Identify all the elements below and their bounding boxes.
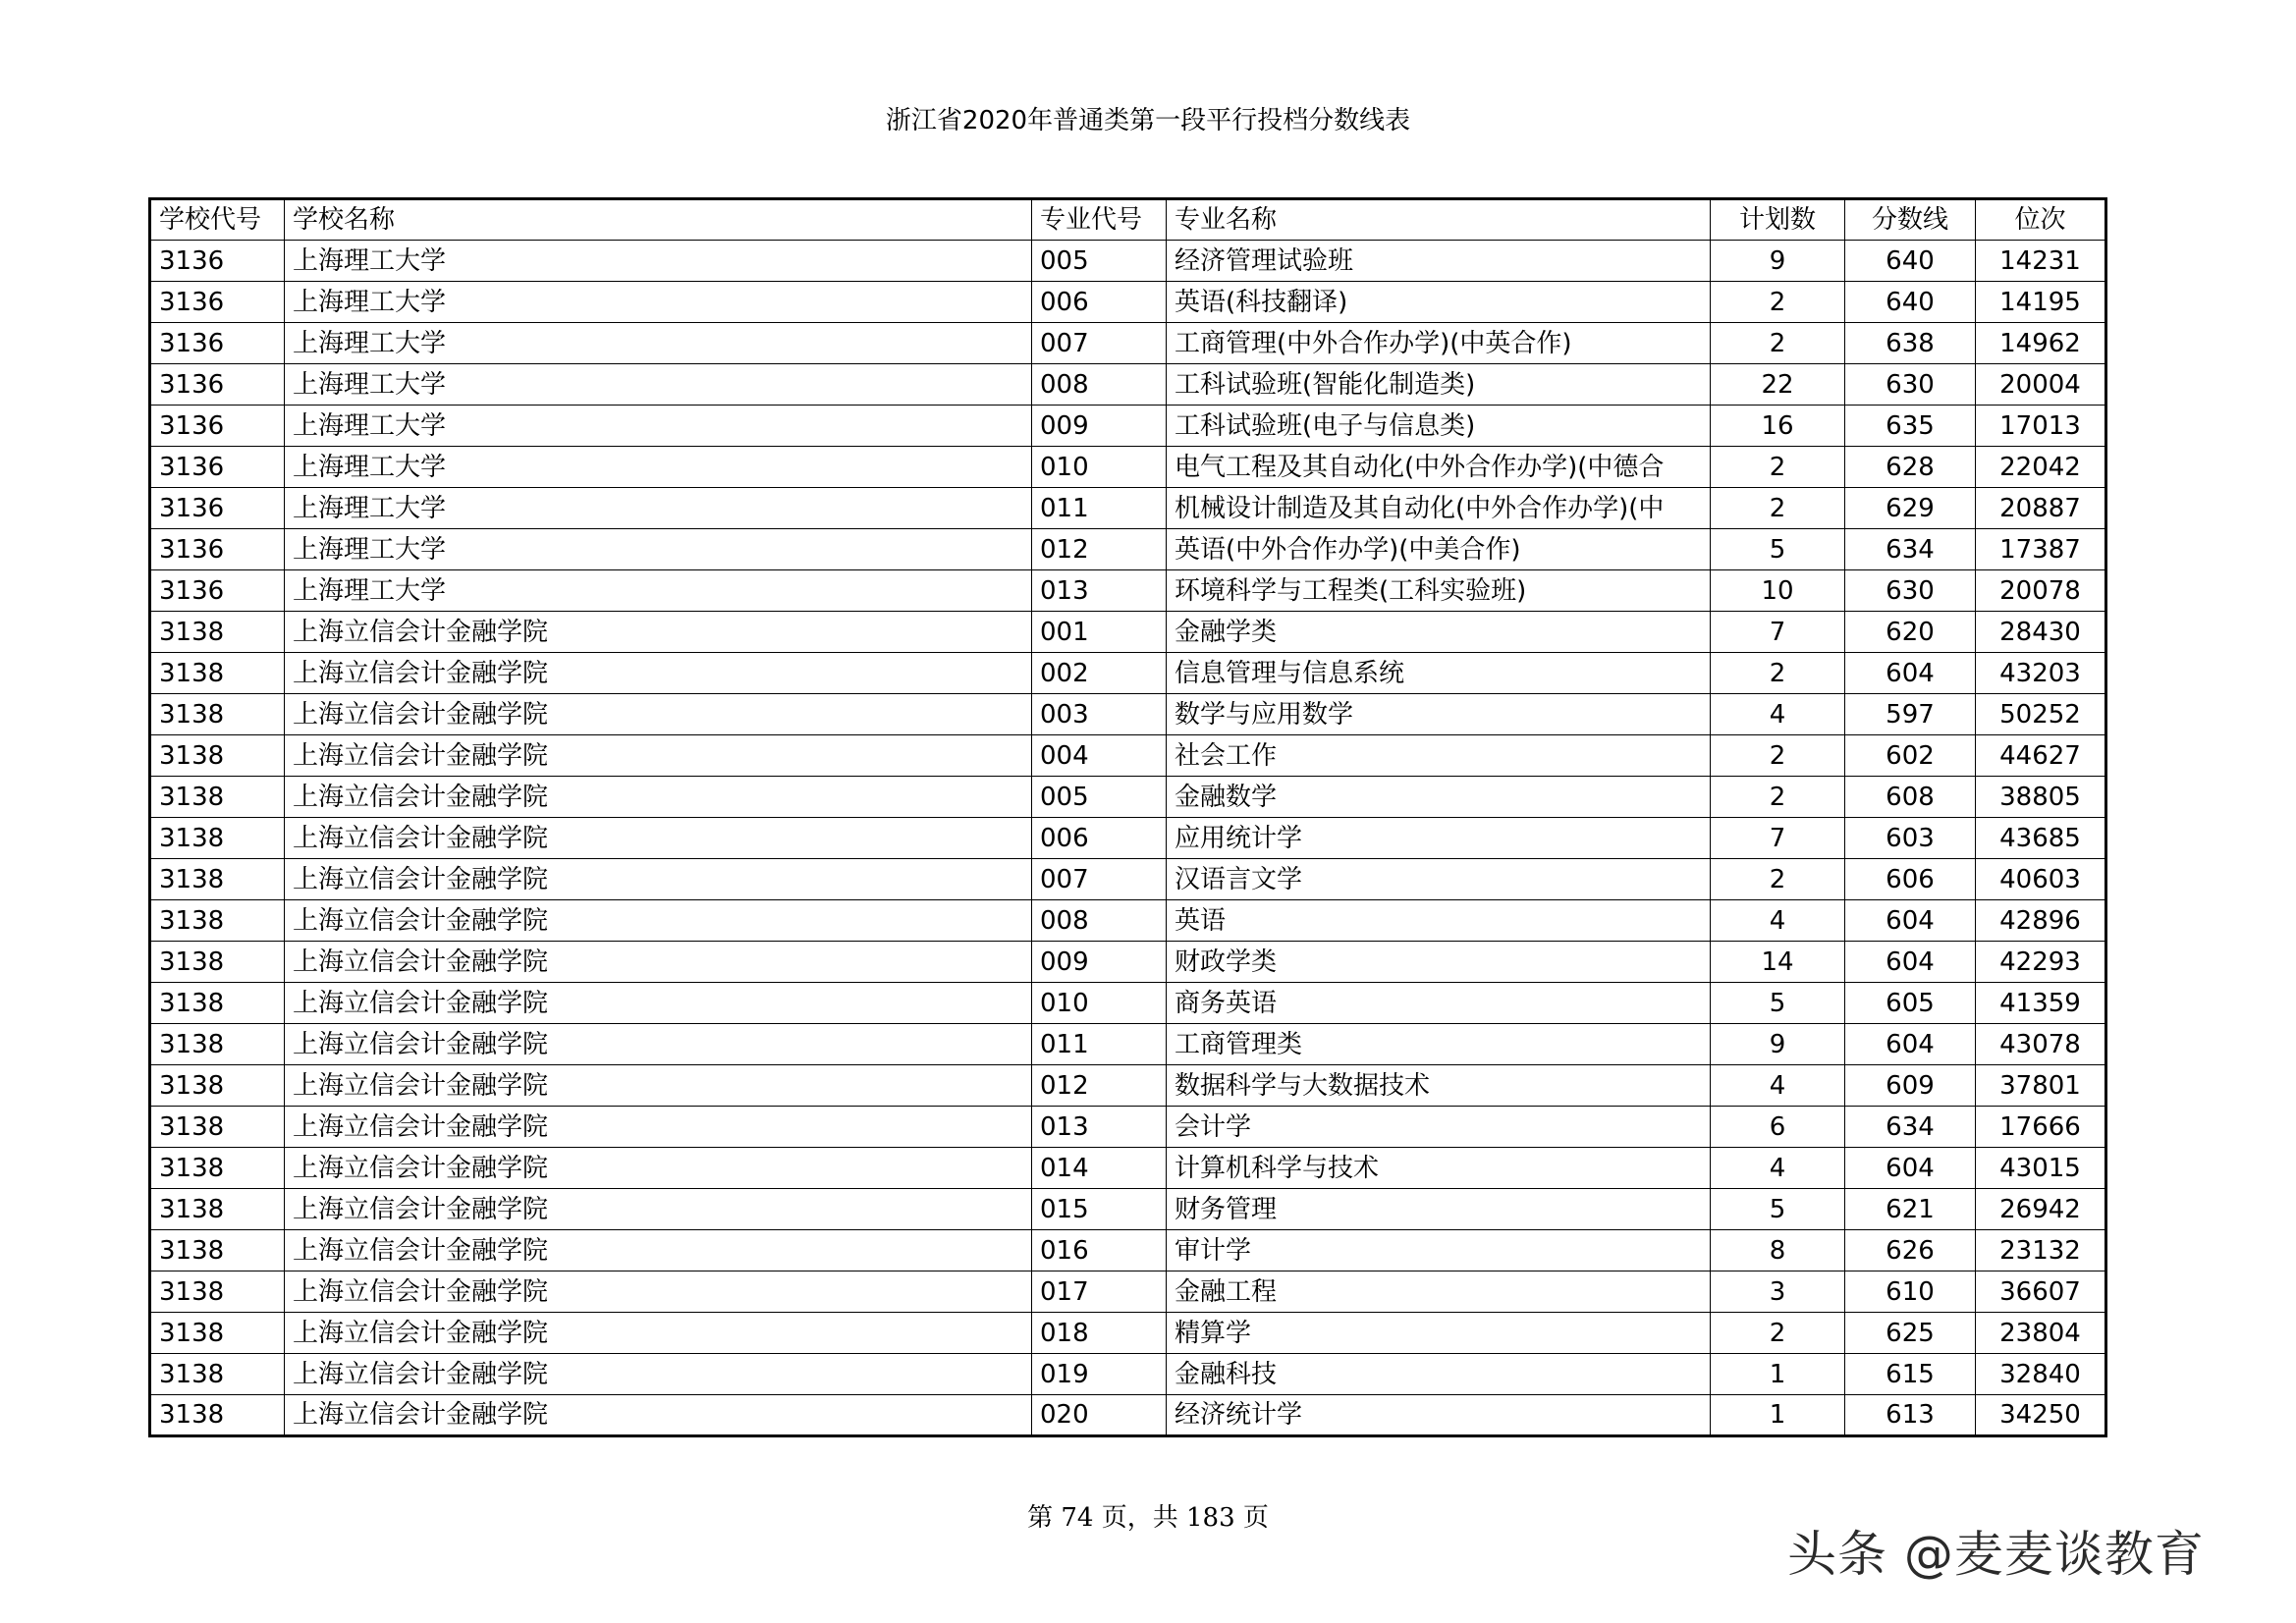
cell-school-name: 上海立信会计金融学院 [285,777,1032,818]
cell-school-name: 上海立信会计金融学院 [285,612,1032,653]
cell-plan: 16 [1711,406,1845,447]
cell-major-name: 工科试验班(智能化制造类) [1167,364,1711,406]
table-row [150,1230,2106,1271]
table-row [150,364,2106,406]
cell-rank: 20004 [1976,364,2106,406]
cell-major-code: 016 [1032,1230,1167,1271]
cell-rank: 17387 [1976,529,2106,570]
cell-plan: 2 [1711,282,1845,323]
cell-plan: 2 [1711,735,1845,777]
cell-plan: 2 [1711,1313,1845,1354]
cell-rank: 23132 [1976,1230,2106,1271]
table-row [150,859,2106,900]
cell-major-name: 社会工作 [1167,735,1711,777]
cell-score: 628 [1845,447,1976,488]
cell-rank: 43015 [1976,1148,2106,1189]
cell-plan: 4 [1711,900,1845,942]
cell-rank: 44627 [1976,735,2106,777]
cell-major-name: 信息管理与信息系统 [1167,653,1711,694]
cell-major-code: 011 [1032,488,1167,529]
cell-major-code: 012 [1032,529,1167,570]
table-row [150,942,2106,983]
cell-school-code: 3136 [150,323,285,364]
cell-rank: 37801 [1976,1065,2106,1107]
cell-school-code: 3138 [150,942,285,983]
cell-plan: 1 [1711,1354,1845,1395]
cell-school-code: 3138 [150,859,285,900]
cell-rank: 17013 [1976,406,2106,447]
cell-school-name: 上海立信会计金融学院 [285,983,1032,1024]
cell-major-code: 007 [1032,859,1167,900]
cell-school-name: 上海理工大学 [285,406,1032,447]
cell-major-name: 数据科学与大数据技术 [1167,1065,1711,1107]
cell-score: 638 [1845,323,1976,364]
cell-major-code: 006 [1032,282,1167,323]
cell-rank: 32840 [1976,1354,2106,1395]
cell-plan: 7 [1711,612,1845,653]
table-row [150,1107,2106,1148]
cell-rank: 42896 [1976,900,2106,942]
cell-school-code: 3136 [150,282,285,323]
cell-major-code: 004 [1032,735,1167,777]
cell-school-name: 上海立信会计金融学院 [285,1313,1032,1354]
table-row [150,406,2106,447]
cell-plan: 2 [1711,777,1845,818]
document-title: 浙江省2020年普通类第一段平行投档分数线表 [885,106,1411,135]
cell-school-code: 3138 [150,1230,285,1271]
cell-plan: 2 [1711,859,1845,900]
cell-school-name: 上海理工大学 [285,241,1032,282]
cell-rank: 22042 [1976,447,2106,488]
cell-score: 609 [1845,1065,1976,1107]
cell-school-name: 上海理工大学 [285,488,1032,529]
cell-major-code: 017 [1032,1271,1167,1313]
table-row [150,1148,2106,1189]
cell-plan: 8 [1711,1230,1845,1271]
cell-school-code: 3138 [150,1024,285,1065]
cell-score: 621 [1845,1189,1976,1230]
cell-rank: 38805 [1976,777,2106,818]
cell-rank: 40603 [1976,859,2106,900]
cell-major-name: 计算机科学与技术 [1167,1148,1711,1189]
cell-plan: 3 [1711,1271,1845,1313]
cell-major-code: 008 [1032,364,1167,406]
cell-score: 613 [1845,1395,1976,1436]
cell-school-name: 上海理工大学 [285,570,1032,612]
cell-school-name: 上海理工大学 [285,364,1032,406]
cell-school-name: 上海理工大学 [285,529,1032,570]
cell-major-name: 商务英语 [1167,983,1711,1024]
cell-plan: 4 [1711,1148,1845,1189]
cell-rank: 23804 [1976,1313,2106,1354]
cell-rank: 43203 [1976,653,2106,694]
table-row [150,529,2106,570]
table-row [150,983,2106,1024]
cell-school-code: 3138 [150,612,285,653]
cell-major-code: 001 [1032,612,1167,653]
cell-score: 626 [1845,1230,1976,1271]
cell-score: 604 [1845,900,1976,942]
cell-major-code: 014 [1032,1148,1167,1189]
cell-school-code: 3136 [150,570,285,612]
cell-rank: 41359 [1976,983,2106,1024]
cell-plan: 9 [1711,241,1845,282]
cell-major-code: 018 [1032,1313,1167,1354]
table-row [150,447,2106,488]
cell-school-code: 3138 [150,1313,285,1354]
cell-school-code: 3138 [150,1065,285,1107]
cell-school-code: 3138 [150,983,285,1024]
cell-school-code: 3138 [150,653,285,694]
cell-school-name: 上海立信会计金融学院 [285,1395,1032,1436]
cell-major-name: 汉语言文学 [1167,859,1711,900]
table-row [150,323,2106,364]
cell-major-code: 010 [1032,983,1167,1024]
cell-school-code: 3136 [150,241,285,282]
header-rank: 位次 [1976,199,2106,241]
cell-plan: 1 [1711,1395,1845,1436]
cell-major-code: 011 [1032,1024,1167,1065]
cell-rank: 26942 [1976,1189,2106,1230]
table-row [150,570,2106,612]
cell-plan: 22 [1711,364,1845,406]
cell-school-name: 上海立信会计金融学院 [285,653,1032,694]
cell-major-code: 007 [1032,323,1167,364]
cell-score: 605 [1845,983,1976,1024]
header-major-name: 专业名称 [1167,199,1711,241]
cell-plan: 14 [1711,942,1845,983]
cell-rank: 14231 [1976,241,2106,282]
cell-rank: 17666 [1976,1107,2106,1148]
cell-major-name: 金融科技 [1167,1354,1711,1395]
cell-school-code: 3138 [150,1148,285,1189]
cell-school-name: 上海立信会计金融学院 [285,942,1032,983]
cell-major-name: 工科试验班(电子与信息类) [1167,406,1711,447]
cell-major-name: 金融工程 [1167,1271,1711,1313]
cell-plan: 7 [1711,818,1845,859]
table-row [150,818,2106,859]
cell-plan: 2 [1711,653,1845,694]
cell-plan: 6 [1711,1107,1845,1148]
cell-school-name: 上海立信会计金融学院 [285,818,1032,859]
cell-school-code: 3138 [150,1354,285,1395]
cell-major-name: 经济统计学 [1167,1395,1711,1436]
table-row [150,1271,2106,1313]
cell-school-code: 3138 [150,1189,285,1230]
cell-plan: 2 [1711,447,1845,488]
cell-rank: 43078 [1976,1024,2106,1065]
cell-score: 604 [1845,653,1976,694]
cell-plan: 4 [1711,1065,1845,1107]
cell-major-code: 008 [1032,900,1167,942]
cell-score: 603 [1845,818,1976,859]
cell-score: 634 [1845,529,1976,570]
cell-rank: 20887 [1976,488,2106,529]
cell-major-code: 020 [1032,1395,1167,1436]
cell-rank: 50252 [1976,694,2106,735]
cell-rank: 43685 [1976,818,2106,859]
cell-school-code: 3136 [150,447,285,488]
table-row [150,1395,2106,1436]
cell-major-code: 009 [1032,406,1167,447]
cell-score: 630 [1845,570,1976,612]
table-row [150,694,2106,735]
cell-score: 640 [1845,282,1976,323]
cell-school-name: 上海立信会计金融学院 [285,900,1032,942]
cell-major-name: 工商管理(中外合作办学)(中英合作) [1167,323,1711,364]
cell-school-name: 上海理工大学 [285,447,1032,488]
cell-score: 608 [1845,777,1976,818]
cell-rank: 14962 [1976,323,2106,364]
cell-major-code: 019 [1032,1354,1167,1395]
cell-major-name: 财政学类 [1167,942,1711,983]
cell-school-name: 上海理工大学 [285,323,1032,364]
header-plan: 计划数 [1711,199,1845,241]
cell-school-code: 3136 [150,488,285,529]
cell-score: 640 [1845,241,1976,282]
cell-plan: 5 [1711,1189,1845,1230]
cell-school-name: 上海立信会计金融学院 [285,735,1032,777]
table-row [150,1354,2106,1395]
cell-major-name: 英语 [1167,900,1711,942]
cell-score: 602 [1845,735,1976,777]
header-row [150,199,2106,241]
header-school-name: 学校名称 [285,199,1032,241]
cell-major-code: 002 [1032,653,1167,694]
cell-school-code: 3138 [150,818,285,859]
cell-school-code: 3138 [150,1395,285,1436]
cell-school-code: 3136 [150,529,285,570]
cell-major-name: 金融学类 [1167,612,1711,653]
cell-major-code: 010 [1032,447,1167,488]
cell-score: 597 [1845,694,1976,735]
cell-school-name: 上海理工大学 [285,282,1032,323]
cell-school-code: 3136 [150,406,285,447]
cell-major-name: 经济管理试验班 [1167,241,1711,282]
cell-school-name: 上海立信会计金融学院 [285,1065,1032,1107]
cell-major-name: 工商管理类 [1167,1024,1711,1065]
cell-score: 625 [1845,1313,1976,1354]
table-row [150,612,2106,653]
cell-plan: 5 [1711,983,1845,1024]
cell-score: 635 [1845,406,1976,447]
cell-school-code: 3138 [150,1107,285,1148]
cell-major-name: 电气工程及其自动化(中外合作办学)(中德合 [1167,447,1711,488]
cell-major-name: 机械设计制造及其自动化(中外合作办学)(中 [1167,488,1711,529]
table-row [150,488,2106,529]
table-row [150,282,2106,323]
cell-major-name: 应用统计学 [1167,818,1711,859]
table-row [150,1024,2106,1065]
cell-major-code: 006 [1032,818,1167,859]
cell-major-name: 精算学 [1167,1313,1711,1354]
cell-major-name: 数学与应用数学 [1167,694,1711,735]
cell-school-name: 上海立信会计金融学院 [285,1230,1032,1271]
cell-rank: 34250 [1976,1395,2106,1436]
header-school-code: 学校代号 [150,199,285,241]
cell-school-code: 3138 [150,735,285,777]
cell-score: 606 [1845,859,1976,900]
table-row [150,777,2106,818]
score-table [148,197,2107,1437]
cell-major-code: 012 [1032,1065,1167,1107]
cell-plan: 5 [1711,529,1845,570]
cell-school-name: 上海立信会计金融学院 [285,1354,1032,1395]
cell-score: 629 [1845,488,1976,529]
cell-score: 630 [1845,364,1976,406]
cell-school-name: 上海立信会计金融学院 [285,694,1032,735]
watermark-text: 头条 @麦麦谈教育 [1787,1526,2205,1583]
cell-major-name: 会计学 [1167,1107,1711,1148]
cell-major-name: 财务管理 [1167,1189,1711,1230]
cell-rank: 14195 [1976,282,2106,323]
cell-score: 604 [1845,942,1976,983]
cell-school-name: 上海立信会计金融学院 [285,1148,1032,1189]
cell-school-name: 上海立信会计金融学院 [285,1189,1032,1230]
page-number: 第 74 页，共 183 页 [1027,1503,1269,1533]
cell-school-name: 上海立信会计金融学院 [285,859,1032,900]
cell-school-name: 上海立信会计金融学院 [285,1107,1032,1148]
table-row [150,241,2106,282]
cell-school-code: 3138 [150,900,285,942]
cell-score: 610 [1845,1271,1976,1313]
cell-major-code: 013 [1032,570,1167,612]
cell-major-code: 003 [1032,694,1167,735]
table-row [150,900,2106,942]
table-row [150,1065,2106,1107]
table-body [150,241,2106,1436]
cell-major-code: 005 [1032,241,1167,282]
cell-score: 615 [1845,1354,1976,1395]
cell-plan: 4 [1711,694,1845,735]
cell-major-name: 英语(中外合作办学)(中美合作) [1167,529,1711,570]
cell-major-name: 环境科学与工程类(工科实验班) [1167,570,1711,612]
cell-plan: 2 [1711,323,1845,364]
cell-score: 604 [1845,1148,1976,1189]
cell-school-code: 3138 [150,694,285,735]
cell-plan: 10 [1711,570,1845,612]
cell-score: 634 [1845,1107,1976,1148]
cell-major-code: 013 [1032,1107,1167,1148]
cell-major-name: 金融数学 [1167,777,1711,818]
cell-school-code: 3138 [150,777,285,818]
cell-rank: 36607 [1976,1271,2106,1313]
cell-plan: 9 [1711,1024,1845,1065]
cell-score: 604 [1845,1024,1976,1065]
cell-plan: 2 [1711,488,1845,529]
cell-major-code: 009 [1032,942,1167,983]
cell-school-name: 上海立信会计金融学院 [285,1024,1032,1065]
cell-major-name: 英语(科技翻译) [1167,282,1711,323]
header-score: 分数线 [1845,199,1976,241]
cell-school-name: 上海立信会计金融学院 [285,1271,1032,1313]
cell-rank: 42293 [1976,942,2106,983]
table-row [150,1189,2106,1230]
cell-rank: 20078 [1976,570,2106,612]
cell-rank: 28430 [1976,612,2106,653]
cell-score: 620 [1845,612,1976,653]
table-row [150,1313,2106,1354]
table-row [150,653,2106,694]
cell-school-code: 3138 [150,1271,285,1313]
cell-school-code: 3136 [150,364,285,406]
table-row [150,735,2106,777]
cell-major-name: 审计学 [1167,1230,1711,1271]
cell-major-code: 015 [1032,1189,1167,1230]
cell-major-code: 005 [1032,777,1167,818]
header-major-code: 专业代号 [1032,199,1167,241]
